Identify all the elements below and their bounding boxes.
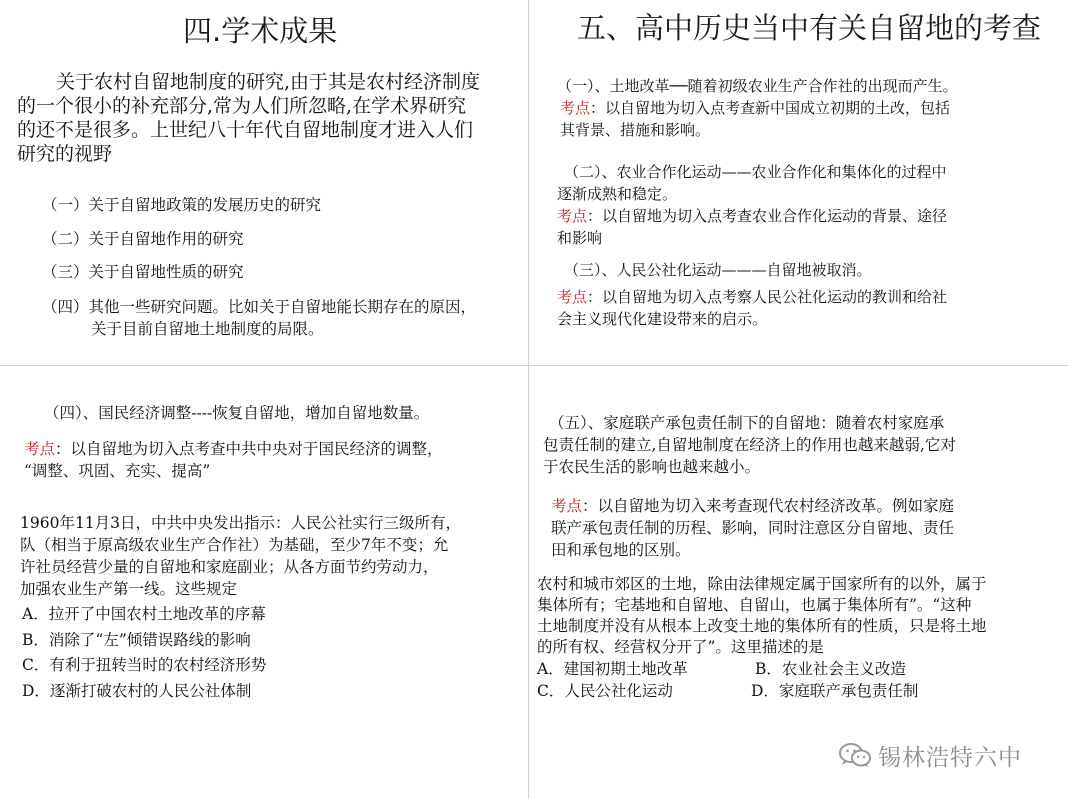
quadrant-household-contract xyxy=(529,366,1068,799)
option-d: D．逐渐打破农村的人民公社体制 xyxy=(22,682,252,700)
exam-section-head: （四）、国民经济调整----恢复自留地，增加自留地数量。 xyxy=(44,404,430,422)
exam-point: 考点：以自留地为切入点考查中共中央对于国民经济的调整， xyxy=(24,440,443,458)
exam-point: 考点：以自留地为切入点考查新中国成立初期的土改，包括 xyxy=(560,99,951,117)
exam-section-head-cont: 包责任制的建立,自留地制度在经济上的作用也越来越弱,它对 xyxy=(543,436,956,454)
question-line: 加强农业生产第一线。这些规定 xyxy=(20,580,238,598)
quadrant-academic-results xyxy=(0,0,528,365)
exam-section-head-cont: 逐渐成熟和稳定。 xyxy=(557,185,678,203)
option-b: B．消除了“左”倾错误路线的影响 xyxy=(22,631,251,649)
question-line: 的所有权、经营权分开了”。这里描述的是 xyxy=(537,638,824,656)
option-c: C．人民公社化运动 xyxy=(537,682,673,700)
quadrant-exam-points xyxy=(529,0,1068,365)
intro-line: 的一个很小的补充部分,常为人们所忽略,在学术界研究 xyxy=(17,95,467,117)
exam-point: 考点：以自留地为切入点考查农业合作化运动的背景、途径 xyxy=(557,207,948,225)
exam-section-head: （三）、人民公社化运动———自留地被取消。 xyxy=(564,261,872,279)
intro-line: 关于农村自留地制度的研究,由于其是农村经济制度 xyxy=(56,71,481,93)
section-title: 五、高中历史当中有关自留地的考查 xyxy=(577,11,1042,45)
exam-section-head: （一）、土地改革──随着初级农业生产合作社的出现而产生。 xyxy=(557,77,958,95)
exam-point-cont: 和影响 xyxy=(557,229,603,247)
question-line: 集体所有；宅基地和自留地、自留山，也属于集体所有”。“这种 xyxy=(537,596,972,614)
exam-section-head: （二）、农业合作化运动——农业合作化和集体化的过程中 xyxy=(564,163,947,181)
exam-point-cont: 田和承包地的区别。 xyxy=(551,541,691,559)
exam-section-head-cont: 于农民生活的影响也越来越小。 xyxy=(543,458,761,476)
intro-line: 的还不是很多。上世纪八十年代自留地制度才进入人们 xyxy=(17,119,474,141)
question-line: 农村和城市郊区的土地，除由法律规定属于国家所有的以外，属于 xyxy=(537,575,987,593)
watermark xyxy=(838,740,1022,770)
research-item: （三）关于自留地性质的研究 xyxy=(42,263,244,281)
intro-line: 研究的视野 xyxy=(17,143,113,165)
exam-label: 考点 xyxy=(557,288,588,306)
research-item: （一）关于自留地政策的发展历史的研究 xyxy=(42,196,322,214)
option-b: B．农业社会主义改造 xyxy=(755,660,906,678)
exam-point-cont: “调整、巩固、充实、提高” xyxy=(24,462,211,480)
exam-section-head: （五）、家庭联产承包责任制下的自留地：随着农村家庭承 xyxy=(549,414,945,432)
exam-point-cont: 其背景、措施和影响。 xyxy=(560,121,711,139)
option-a: A．建国初期土地改革 xyxy=(537,660,688,678)
question-line: 1960年11月3日，中共中央发出指示：人民公社实行三级所有， xyxy=(20,514,462,532)
exam-label: 考点 xyxy=(560,99,591,117)
wechat-icon xyxy=(838,742,872,768)
option-a: A．拉开了中国农村土地改革的序幕 xyxy=(22,605,266,623)
exam-point-cont: 会主义现代化建设带来的启示。 xyxy=(557,310,768,328)
option-d: D．家庭联产承包责任制 xyxy=(751,682,919,700)
horizontal-divider xyxy=(0,365,1068,366)
option-c: C．有利于扭转当时的农村经济形势 xyxy=(22,656,267,674)
vertical-divider xyxy=(528,0,529,799)
research-item: （四）其他一些研究问题。比如关于自留地能长期存在的原因， xyxy=(42,298,477,316)
exam-label: 考点 xyxy=(24,440,56,458)
quadrant-economic-adjustment xyxy=(0,366,528,799)
exam-label: 考点 xyxy=(551,497,583,515)
question-line: 许社员经营少量的自留地和家庭副业；从各方面节约劳动力， xyxy=(20,558,439,576)
question-line: 土地制度并没有从根本上改变土地的集体所有的性质，只是将土地 xyxy=(537,617,987,635)
research-item-cont: 关于目前自留地土地制度的局限。 xyxy=(91,320,324,338)
watermark-text: 锡林浩特六中 xyxy=(878,744,1022,771)
question-line: 队（相当于原高级农业生产合作社）为基础，至少7年不变；允 xyxy=(20,536,449,554)
exam-point: 考点：以自留地为切入来考查现代农村经济改革。例如家庭 xyxy=(551,497,955,515)
exam-point-cont: 联产承包责任制的历程、影响，同时注意区分自留地、责任 xyxy=(551,519,955,537)
research-item: （二）关于自留地作用的研究 xyxy=(42,230,244,248)
exam-label: 考点 xyxy=(557,207,588,225)
exam-point: 考点：以自留地为切入点考察人民公社化运动的教训和给社 xyxy=(557,288,948,306)
page-title: 四.学术成果 xyxy=(183,14,338,48)
